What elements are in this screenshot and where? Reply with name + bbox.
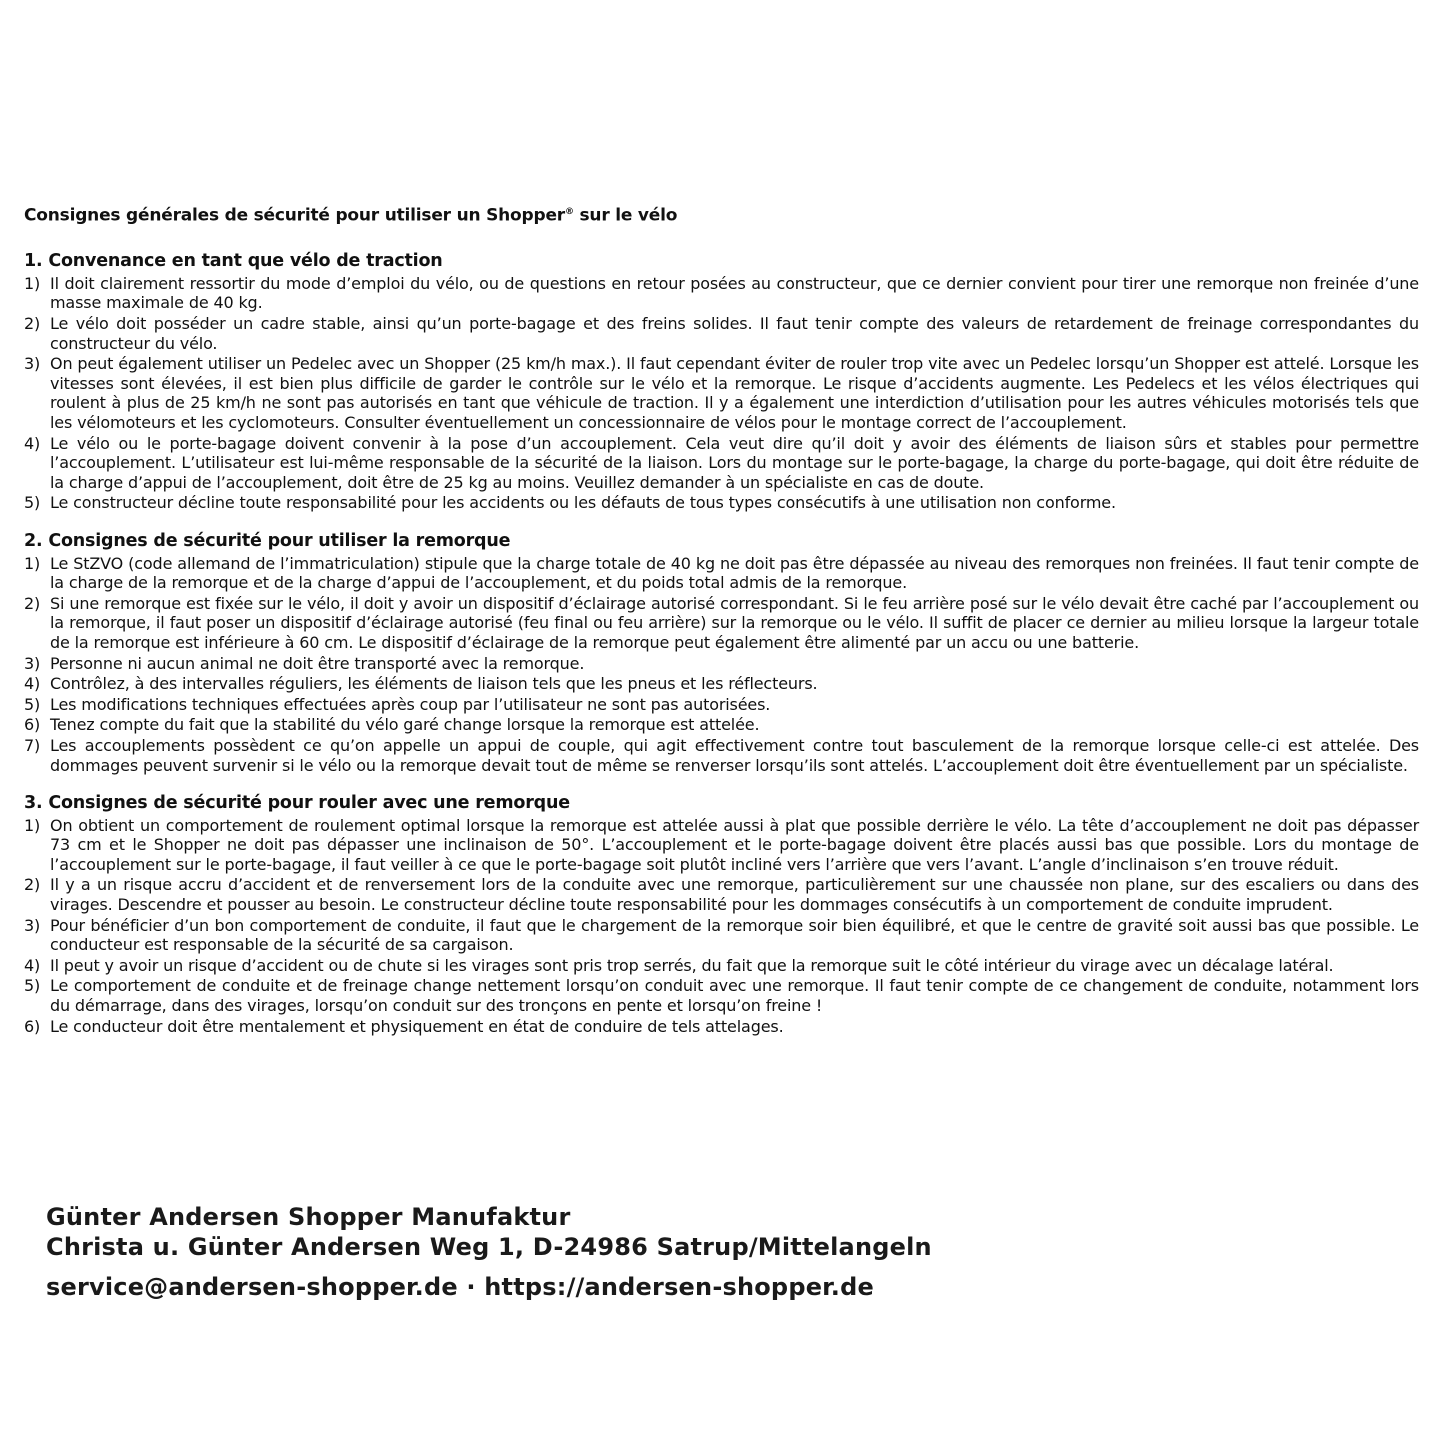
item-number: 5) <box>24 493 41 513</box>
item-text: Si une remorque est fixée sur le vélo, il doit y avoir un dispositif d’éclairage autorisé correspondant. Si le feu arrière posé sur le vélo devait être caché par l’accouplement ou la remorque, il faut poser un dispositif d’éclairage autorisé (feu final ou feu arrière) sur la remorque ou le vélo. Il suffit de placer ce dernier au milieu lorsque la largeur totale de la remorque est inférieure à 60 cm. Le dispositif d’éclairage de la remorque peut également être alimenté par un accu ou une batterie. <box>50 593 1419 652</box>
item-number: 2) <box>24 875 41 895</box>
list-item <box>24 554 1419 593</box>
list-item <box>24 956 1419 976</box>
item-number: 5) <box>24 976 41 996</box>
list-item <box>24 314 1419 353</box>
section-heading: 3. Consignes de sécurité pour rouler avec une remorque <box>24 793 570 814</box>
list-item <box>24 594 1419 653</box>
item-number: 3) <box>24 915 41 935</box>
item-text: Il y a un risque accru d’accident et de renversement lors de la conduite avec une remorque, particulièrement sur une chaussée non plane, sur des escaliers ou dans des virages. Descendre et pousser au besoin. Le constructeur décline toute responsabilité pour les dommages consécutifs à un comportement de conduite imprudent. <box>50 875 1419 915</box>
item-text: Personne ni aucun animal ne doit être transporté avec la remorque. <box>50 653 585 673</box>
item-text: Tenez compte du fait que la stabilité du vélo garé change lorsque la remorque est attelée. <box>50 715 760 735</box>
item-number: 4) <box>24 433 41 453</box>
list-item <box>24 493 1419 513</box>
registered-mark: ® <box>564 207 574 217</box>
item-text: Le constructeur décline toute responsabilité pour les accidents ou les défauts de tous types consécutifs à une utilisation non conforme. <box>50 493 1116 513</box>
item-text: Les accouplements possèdent ce qu’on appelle un appui de couple, qui agit effectivement contre tout basculement de la remorque lorsque celle-ci est attelée. Des dommages peuvent survenir si le vélo ou la remorque devait tout de même se renverser lorsqu’ils sont attelés. L’accouplement doit être éventuellement par un spécialiste. <box>50 735 1419 775</box>
list-item <box>24 1017 1419 1037</box>
company-address: Christa u. Günter Andersen Weg 1, D-24986 Satrup/Mittelangeln <box>46 1233 932 1261</box>
item-text: On obtient un comportement de roulement optimal lorsque la remorque est attelée aussi à plat que possible derrière le vélo. La tête d’accouplement ne doit pas dépasser 73 cm et le Shopper ne doit pas dépasser une inclinaison de 50°. L’accouplement et le porte-bagage doivent être placés aussi bas que possible. Lors du montage de l’accouplement sur le porte-bagage, il faut veiller à ce que le porte-bagage soit plutôt incliné vers l’arrière que vers l’avant. L’angle d’inclinaison s’en trouve réduit. <box>50 815 1419 874</box>
item-text: Contrôlez, à des intervalles réguliers, les éléments de liaison tels que les pneus et les réflecteurs. <box>50 674 818 694</box>
list-item <box>24 715 1419 735</box>
item-number: 6) <box>24 715 41 735</box>
item-number: 3) <box>24 653 41 673</box>
item-text: Le vélo ou le porte-bagage doivent convenir à la pose d’un accouplement. Cela veut dire qu’il doit y avoir des éléments de liaison sûrs et stables pour permettre l’accouplement. L’utilisateur est lui-même responsable de la sécurité de la liaison. Lors du montage sur le porte-bagage, la charge du porte-bagage, qui doit être réduite de la charge d’appui de l’accouplement, doit être de 25 kg au moins. Veuillez demander à un spécialiste en cas de doute. <box>50 433 1419 492</box>
item-number: 2) <box>24 593 41 613</box>
item-text: Il doit clairement ressortir du mode d’emploi du vélo, ou de questions en retour posées au constructeur, que ce dernier convient pour tirer une remorque non freinée d’une masse maximale de 40 kg. <box>50 273 1419 313</box>
item-number: 6) <box>24 1016 41 1036</box>
list-item <box>24 875 1419 914</box>
section-3 <box>24 794 1419 1036</box>
item-text: Le conducteur doit être mentalement et physiquement en état de conduire de tels attelages. <box>50 1016 784 1036</box>
safety-instructions <box>24 203 1419 1055</box>
list-item <box>24 354 1419 432</box>
item-text: Il peut y avoir un risque d’accident ou de chute si les virages sont pris trop serrés, du fait que la remorque suit le côté intérieur du virage avec un décalage latéral. <box>50 955 1334 975</box>
list-item <box>24 976 1419 1015</box>
item-number: 1) <box>24 273 41 293</box>
item-text: Pour bénéficier d’un bon comportement de conduite, il faut que le chargement de la remorque soir bien équilibré, et que le centre de gravité soit aussi bas que possible. Le conducteur est responsable de la sécurité de sa cargaison. <box>50 915 1419 955</box>
item-number: 4) <box>24 955 41 975</box>
list-item <box>24 736 1419 775</box>
item-number: 4) <box>24 674 41 694</box>
section-1 <box>24 252 1419 513</box>
list-item <box>24 916 1419 955</box>
contact-line: service@andersen-shopper.de · https://andersen-shopper.de <box>46 1273 874 1301</box>
item-text: On peut également utiliser un Pedelec avec un Shopper (25 km/h max.). Il faut cependant éviter de rouler trop vite avec un Pedelec lorsqu’un Shopper est attelé. Lorsque les vitesses sont élevées, il est bien plus difficile de garder le contrôle sur le vélo et la remorque. Le risque d’accidents augmente. Les Pedelecs et les vélos électriques qui roulent à plus de 25 km/h ne sont pas autorisés en tant que véhicule de traction. Il y a également une interdiction d’utilisation pour les autres véhicules motorisés tels que les vélomoteurs et les cyclomoteurs. Consulter éventuellement un concessionnaire de vélos pour le montage correct de l’accouplement. <box>50 354 1419 432</box>
item-text: Les modifications techniques effectuées après coup par l’utilisateur ne sont pas autorisées. <box>50 694 771 714</box>
item-number: 3) <box>24 354 41 374</box>
document-title: Consignes générales de sécurité pour utiliser un Shopper® sur le vélo <box>24 205 678 226</box>
item-number: 1) <box>24 815 41 835</box>
item-number: 2) <box>24 314 41 334</box>
item-number: 7) <box>24 735 41 755</box>
list-item <box>24 695 1419 715</box>
item-text: Le vélo doit posséder un cadre stable, ainsi qu’un porte-bagage et des freins solides. Il faut tenir compte des valeurs de retardement de freinage correspondantes du constructeur du vélo. <box>50 314 1419 353</box>
section-2 <box>24 532 1419 775</box>
list-item <box>24 816 1419 875</box>
list-item <box>24 654 1419 674</box>
company-name: Günter Andersen Shopper Manufaktur <box>46 1203 571 1231</box>
sections-container <box>24 252 1419 1036</box>
section-heading: 2. Consignes de sécurité pour utiliser la remorque <box>24 530 511 551</box>
item-text: Le comportement de conduite et de freinage change nettement lorsqu’on conduit avec une remorque. Il faut tenir compte de ce changement de conduite, notamment lors du démarrage, dans des virages, lorsqu’on conduit sur des tronçons en pente et lorsqu’on freine ! <box>50 976 1419 1016</box>
list-item <box>24 674 1419 694</box>
item-number: 1) <box>24 553 41 573</box>
list-item <box>24 434 1419 493</box>
footer <box>46 1202 932 1302</box>
item-number: 5) <box>24 694 41 714</box>
item-text: Le StZVO (code allemand de l’immatriculation) stipule que la charge totale de 40 kg ne doit pas être dépassée au niveau des remorques non freinées. Il faut tenir compte de la charge de la remorque et de la charge d’appui de l’accouplement, et du poids total admis de la remorque. <box>50 553 1419 593</box>
section-heading: 1. Convenance en tant que vélo de traction <box>24 251 443 272</box>
list-item <box>24 274 1419 313</box>
